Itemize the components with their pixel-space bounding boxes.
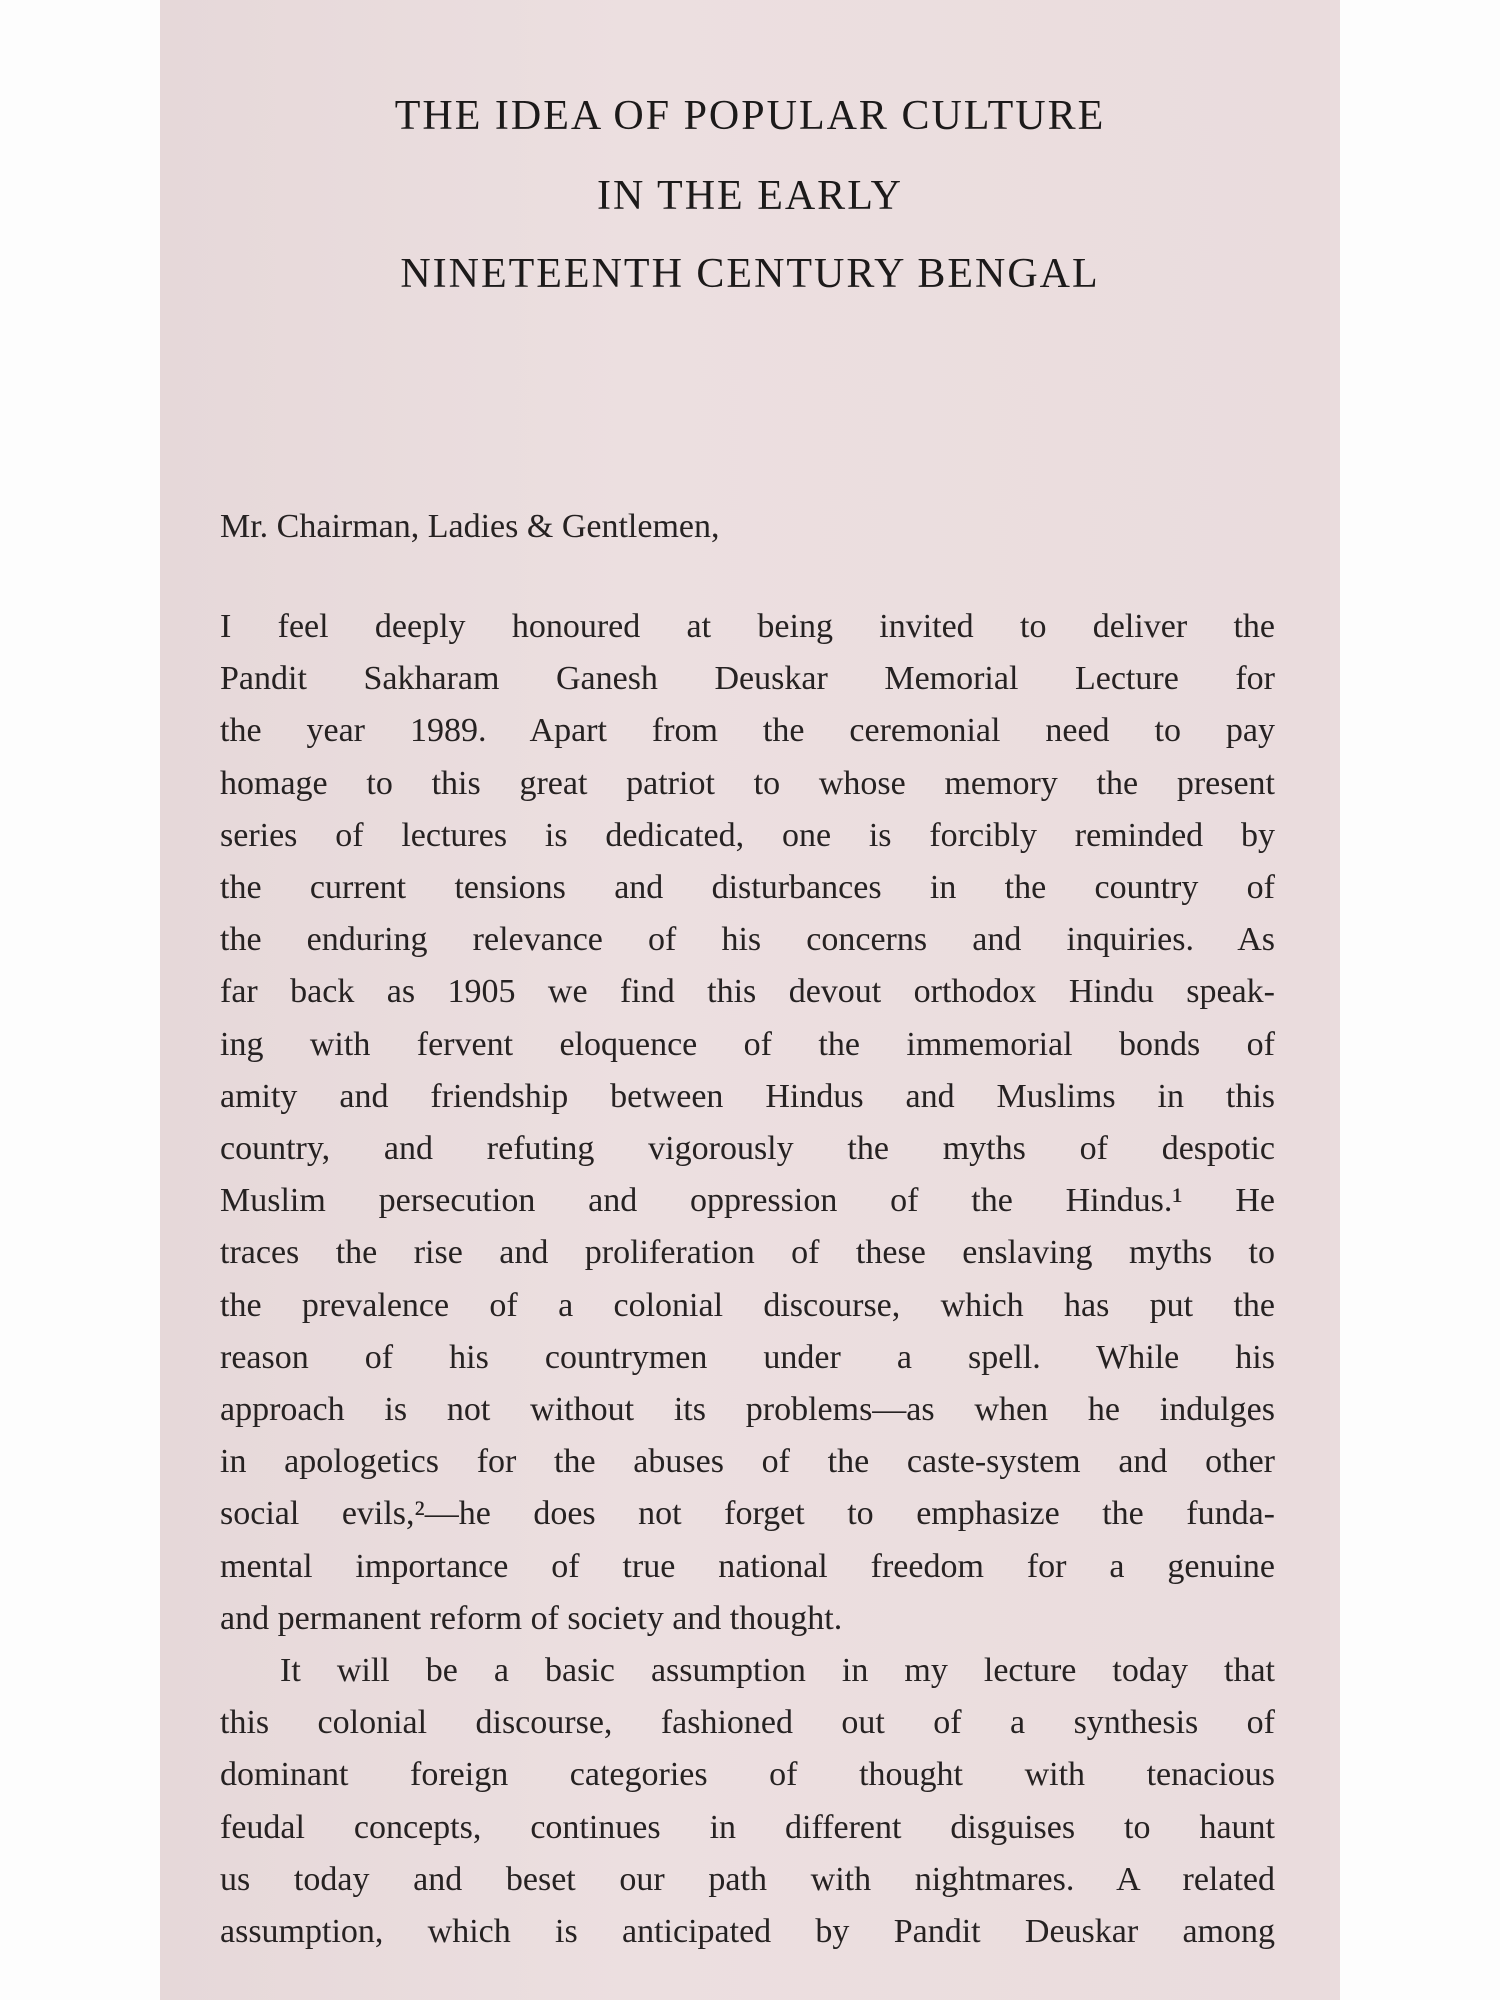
text-line: the year 1989. Apart from the ceremonial need to pay [220, 712, 1275, 750]
text-line: It will be a basic assumption in my lecture today that [280, 1652, 1275, 1689]
title-line-1: THE IDEA OF POPULAR CULTURE [394, 93, 1106, 139]
title-line-2: IN THE EARLY [597, 173, 903, 219]
text-line: series of lectures is dedicated, one is forcibly reminded by [220, 816, 1275, 854]
text-line: far back as 1905 we find this devout orthodox Hindu speak- [220, 973, 1275, 1011]
text-line: approach is not without its problems—as when he indulges [220, 1391, 1275, 1428]
text-line: mental importance of true national freedom for a genuine [220, 1547, 1275, 1585]
text-line: this colonial discourse, fashioned out of a synthesis of [220, 1704, 1275, 1742]
text-line: in apologetics for the abuses of the caste-system and other [220, 1443, 1275, 1481]
title-line-3: NINETEENTH CENTURY BENGAL [400, 251, 1100, 297]
text-line: I feel deeply honoured at being invited to deliver the [220, 608, 1275, 645]
text-line: dominant foreign categories of thought with tenacious [220, 1756, 1275, 1794]
text-line: the prevalence of a colonial discourse, which has put the [220, 1286, 1275, 1324]
text-line: us today and beset our path with nightmares. A related [220, 1860, 1275, 1898]
text-line: traces the rise and proliferation of these enslaving myths to [220, 1234, 1275, 1272]
text-line: the enduring relevance of his concerns and inquiries. As [220, 921, 1275, 959]
text-line: reason of his countrymen under a spell. While his [220, 1338, 1275, 1376]
text-line: ing with fervent eloquence of the immemorial bonds of [220, 1025, 1275, 1063]
text-line: feudal concepts, continues in different disguises to haunt [220, 1808, 1275, 1846]
text-line: Pandit Sakharam Ganesh Deuskar Memorial Lecture for [220, 660, 1275, 698]
text-line: assumption, which is anticipated by Pandit Deuskar among [220, 1913, 1275, 1950]
text-line: the current tensions and disturbances in the country of [220, 869, 1275, 906]
text-line: amity and friendship between Hindus and Muslims in this [220, 1077, 1275, 1115]
book-page [160, 0, 1340, 2000]
salutation: Mr. Chairman, Ladies & Gentlemen, [220, 508, 720, 545]
text-line: social evils,²—he does not forget to emphasize the funda- [220, 1495, 1275, 1533]
text-line: and permanent reform of society and thought. [220, 1599, 843, 1637]
text-line: country, and refuting vigorously the myths of despotic [220, 1130, 1275, 1167]
text-line: homage to this great patriot to whose memory the present [220, 764, 1275, 802]
text-line: Muslim persecution and oppression of the Hindus.¹ He [220, 1182, 1275, 1220]
